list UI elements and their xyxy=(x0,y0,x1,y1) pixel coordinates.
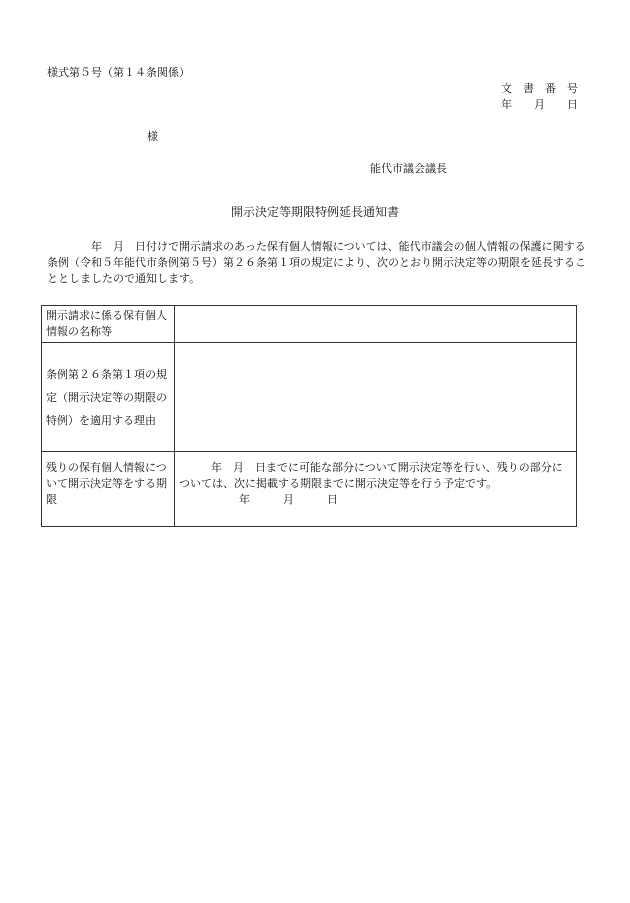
issue-date: 年 月 日 xyxy=(501,98,578,111)
notification-table xyxy=(41,305,577,527)
info-name-value xyxy=(175,306,577,343)
deadline-value xyxy=(175,452,577,527)
info-name-label: 開示請求に係る保有個人情報の名称等 xyxy=(42,306,175,343)
body-paragraph: 年 月 日付けで開示請求のあった保有個人情報については、能代市議会の個人情報の保護に関する条例（令和５年能代市条例第５号）第２６条第１項の規定により、次のとおり開示決定等の期限を延長することとしましたので通知します。 xyxy=(47,240,586,285)
table-row xyxy=(42,306,577,343)
document-title: 開示決定等期限特例延長通知書 xyxy=(230,205,399,219)
deadline-label: 残りの保有個人情報について開示決定等をする期限 xyxy=(42,452,175,527)
sender-name: 能代市議会議長 xyxy=(370,162,447,175)
table-row xyxy=(42,343,577,452)
document-number: 文 書 番 号 xyxy=(501,82,578,95)
deadline-text: 年 月 日までに可能な部分について開示決定等を行い、残りの部分については、次に掲載する期限までに開示決定等を行う予定です。 xyxy=(179,461,563,490)
table-row xyxy=(42,452,577,527)
form-number: 様式第５号（第１４条関係） xyxy=(47,66,190,79)
reason-value xyxy=(175,343,577,452)
recipient-honorific: 様 xyxy=(147,130,158,143)
deadline-date: 年 月 日 xyxy=(239,493,338,506)
reason-label: 条例第２６条第１項の規定（開示決定等の期限の特例）を適用する理由 xyxy=(42,343,175,452)
document-number-block xyxy=(501,81,578,113)
